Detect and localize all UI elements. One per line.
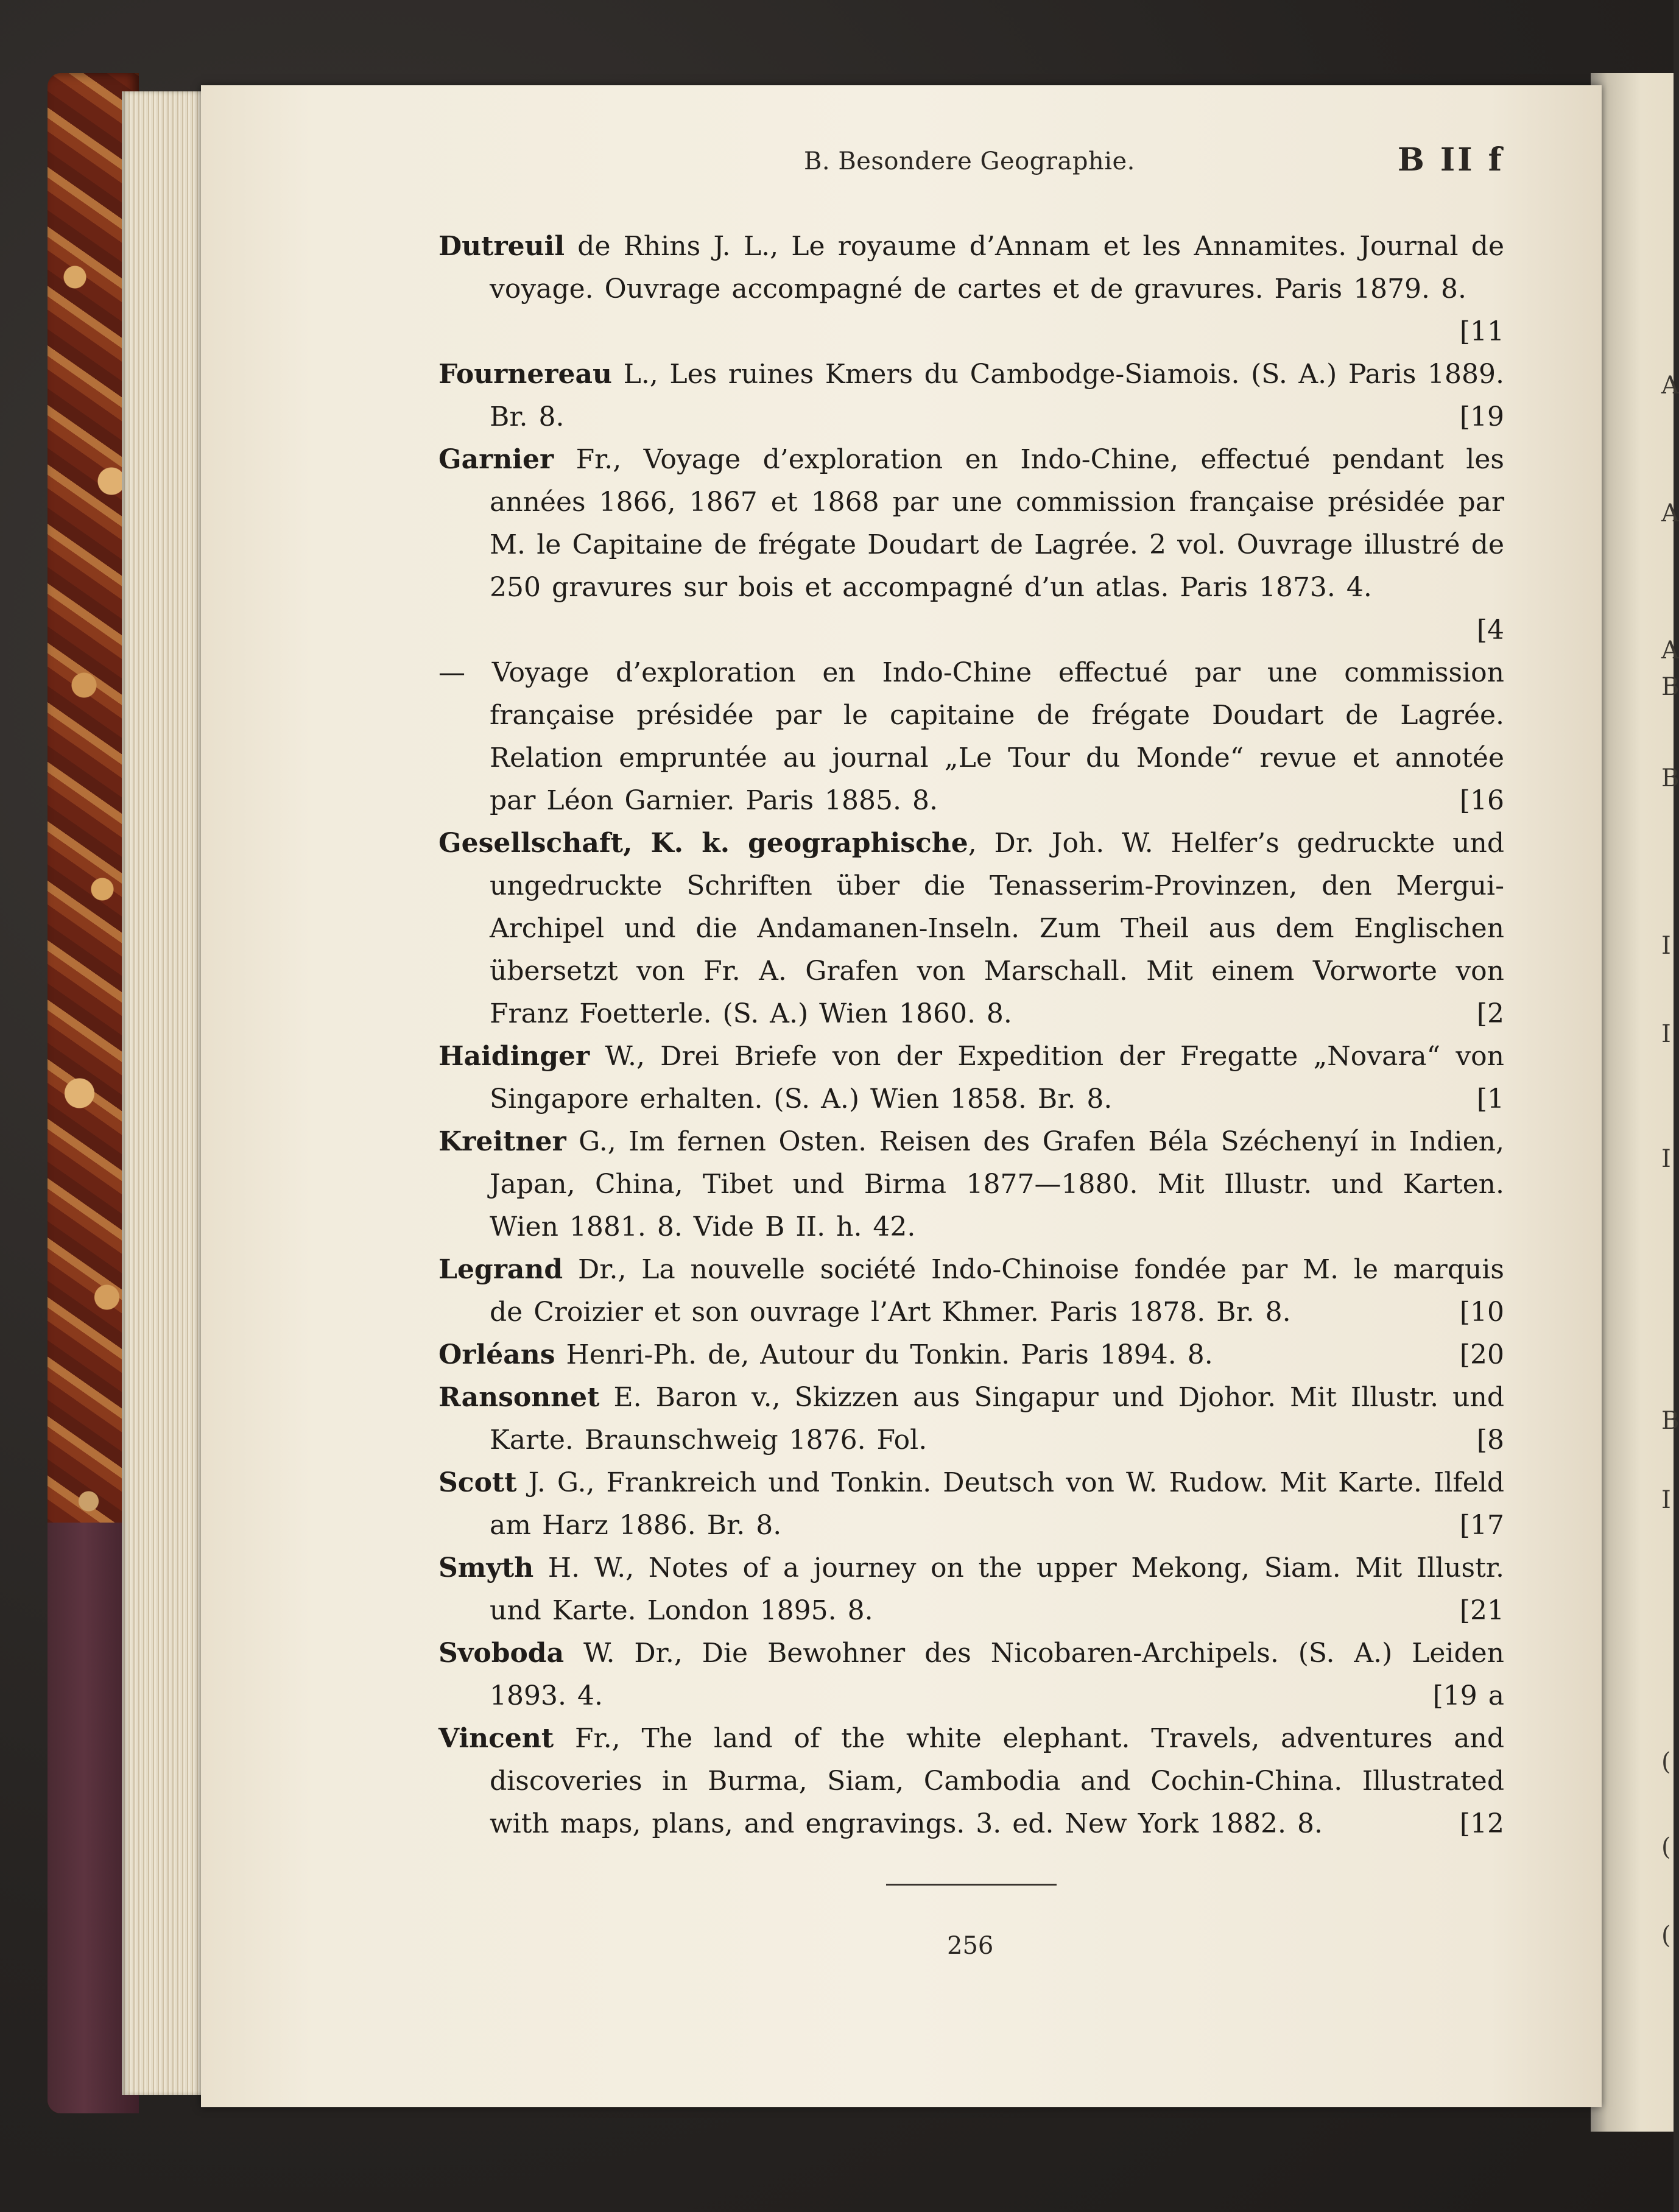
facing-page-letter: I: [1661, 932, 1671, 960]
entry-text: W., Drei Briefe von der Expedition der Fregatte „Novara“ von Singapore erhalten. (S. A.) Wien 1858. Br. 8.: [490, 1041, 1504, 1115]
entry-text: Dr., La nouvelle société Indo-Chinoise fondée par M. le marquis de Croizier et son ouvrage l’Art Khmer. Paris 1878. Br. 8.: [490, 1254, 1504, 1328]
bibliography-entry: [438, 1632, 1504, 1717]
facing-page-letter: A: [1661, 636, 1679, 664]
section-label: B II f: [1397, 141, 1504, 178]
bibliography-entry: [438, 353, 1504, 439]
page-number: 256: [947, 1932, 994, 1960]
entry-author: Ransonnet: [438, 1382, 600, 1413]
bibliography-entry: [438, 1121, 1504, 1249]
entry-text: E. Baron v., Skizzen aus Singapur und Djohor. Mit Illustr. und Karte. Braunschweig 1876. Fol.: [490, 1382, 1504, 1456]
entry-text: Fr., Voyage d’exploration en Indo-Chine, effectué pendant les années 1866, 1867 et 1868 par une commission française présidée par M. le Capitaine de frégate Doudart de Lagrée. 2 vol. Ouvrage illustré de 250 gravures sur bois et accompagné d’un atlas. Paris 1873. 4.: [490, 444, 1504, 603]
footer-rule: [886, 1884, 1057, 1886]
entry-reference: [21: [1459, 1595, 1504, 1626]
bibliography-entry: [438, 1376, 1504, 1462]
entry-author: Garnier: [438, 444, 554, 475]
entry-text: J. G., Frankreich und Tonkin. Deutsch von W. Rudow. Mit Karte. Ilfeld am Harz 1886. Br. 8.: [490, 1467, 1504, 1541]
entry-reference: [4: [1476, 615, 1504, 646]
entry-reference: [2: [1476, 998, 1504, 1029]
entry-reference: [12: [1459, 1808, 1504, 1839]
bibliography-entry: [438, 1717, 1504, 1845]
bibliography-entry: [438, 1462, 1504, 1547]
entry-text: — Voyage d’exploration en Indo-Chine effectué par une commission française présidée par le capitaine de frégate Doudart de Lagrée. Relation empruntée au journal „Le Tour du Monde“ revue et annotée par Léon Garnier. Paris 1885. 8.: [438, 657, 1504, 816]
facing-page-letter: (: [1661, 1833, 1671, 1861]
entry-text: de Rhins J. L., Le royaume d’Annam et les Annamites. Journal de voyage. Ouvrage accompagné de cartes et de gravures. Paris 1879. 8.: [490, 231, 1504, 305]
bibliography-entry: [438, 439, 1504, 652]
facing-page-letter: A: [1661, 372, 1679, 400]
entry-reference: [10: [1459, 1297, 1504, 1328]
bibliography-entry: [438, 1249, 1504, 1334]
facing-page-letter: B: [1661, 764, 1679, 792]
facing-page-letter: I: [1661, 1020, 1671, 1048]
bibliography-entry: [438, 225, 1504, 353]
facing-page-letter: A: [1661, 499, 1679, 527]
entry-author: Haidinger: [438, 1041, 590, 1072]
facing-page-letter: I: [1661, 1145, 1671, 1173]
bibliography-list: [438, 225, 1504, 1845]
entry-reference: [11: [1459, 316, 1504, 347]
entry-text: G., Im fernen Osten. Reisen des Grafen Béla Széchenyí in Indien, Japan, China, Tibet und Birma 1877—1880. Mit Illustr. und Karten. Wien 1881. 8. Vide B II. h. 42.: [490, 1126, 1504, 1242]
entry-author: Smyth: [438, 1552, 534, 1583]
entry-author: Dutreuil: [438, 231, 565, 262]
bibliography-entry: [438, 1547, 1504, 1632]
entry-author: Legrand: [438, 1254, 563, 1285]
running-title: B. Besondere Geographie.: [804, 147, 1135, 175]
entry-author: Gesellschaft, K. k. geographische: [438, 828, 968, 859]
entry-author: Svoboda: [438, 1638, 565, 1669]
entry-text: L., Les ruines Kmers du Cambodge-Siamois. (S. A.) Paris 1889. Br. 8.: [490, 359, 1504, 432]
entry-author: Vincent: [438, 1723, 554, 1754]
entry-text: H. W., Notes of a journey on the upper Mekong, Siam. Mit Illustr. und Karte. London 1895. 8.: [490, 1552, 1504, 1626]
bibliography-entry: [438, 822, 1504, 1035]
facing-page-letter: B: [1661, 1407, 1679, 1435]
entry-reference: [20: [1459, 1339, 1504, 1370]
entry-reference: [19: [1459, 401, 1504, 432]
entry-reference: [19 a: [1432, 1680, 1504, 1711]
entry-reference: [8: [1476, 1425, 1504, 1456]
entry-reference: [16: [1459, 785, 1504, 816]
entry-author: Scott: [438, 1467, 517, 1498]
entry-author: Orléans: [438, 1339, 555, 1370]
facing-page-letter: B: [1661, 673, 1679, 701]
entry-reference: [17: [1459, 1510, 1504, 1541]
facing-page-letter: (: [1661, 1748, 1671, 1776]
entry-author: Kreitner: [438, 1126, 566, 1157]
entry-text: Henri-Ph. de, Autour du Tonkin. Paris 1894. 8.: [555, 1339, 1213, 1370]
page-header: [201, 139, 1504, 181]
bibliography-entry: [438, 652, 1504, 822]
entry-text: Fr., The land of the white elephant. Travels, adventures and discoveries in Burma, Siam, Cambodia and Cochin-China. Illustrated with maps, plans, and engravings. 3. ed. New York 1882. 8.: [490, 1723, 1504, 1839]
facing-page-letter: (: [1661, 1921, 1671, 1950]
entry-text: W. Dr., Die Bewohner des Nicobaren-Archipels. (S. A.) Leiden 1893. 4.: [490, 1638, 1504, 1711]
entry-author: Fournereau: [438, 359, 613, 390]
entry-text: , Dr. Joh. W. Helfer’s gedruckte und ungedruckte Schriften über die Tenasserim-Provinzen, den Mergui-Archipel und die Andamanen-Inseln. Zum Theil aus dem Englischen übersetzt von Fr. A. Grafen von Marschall. Mit einem Vorworte von Franz Foetterle. (S. A.) Wien 1860. 8.: [490, 828, 1504, 1029]
facing-page-letter: I: [1661, 1486, 1671, 1514]
entry-reference: [1: [1476, 1083, 1504, 1115]
bibliography-entry: [438, 1334, 1504, 1376]
bibliography-entry: [438, 1035, 1504, 1121]
